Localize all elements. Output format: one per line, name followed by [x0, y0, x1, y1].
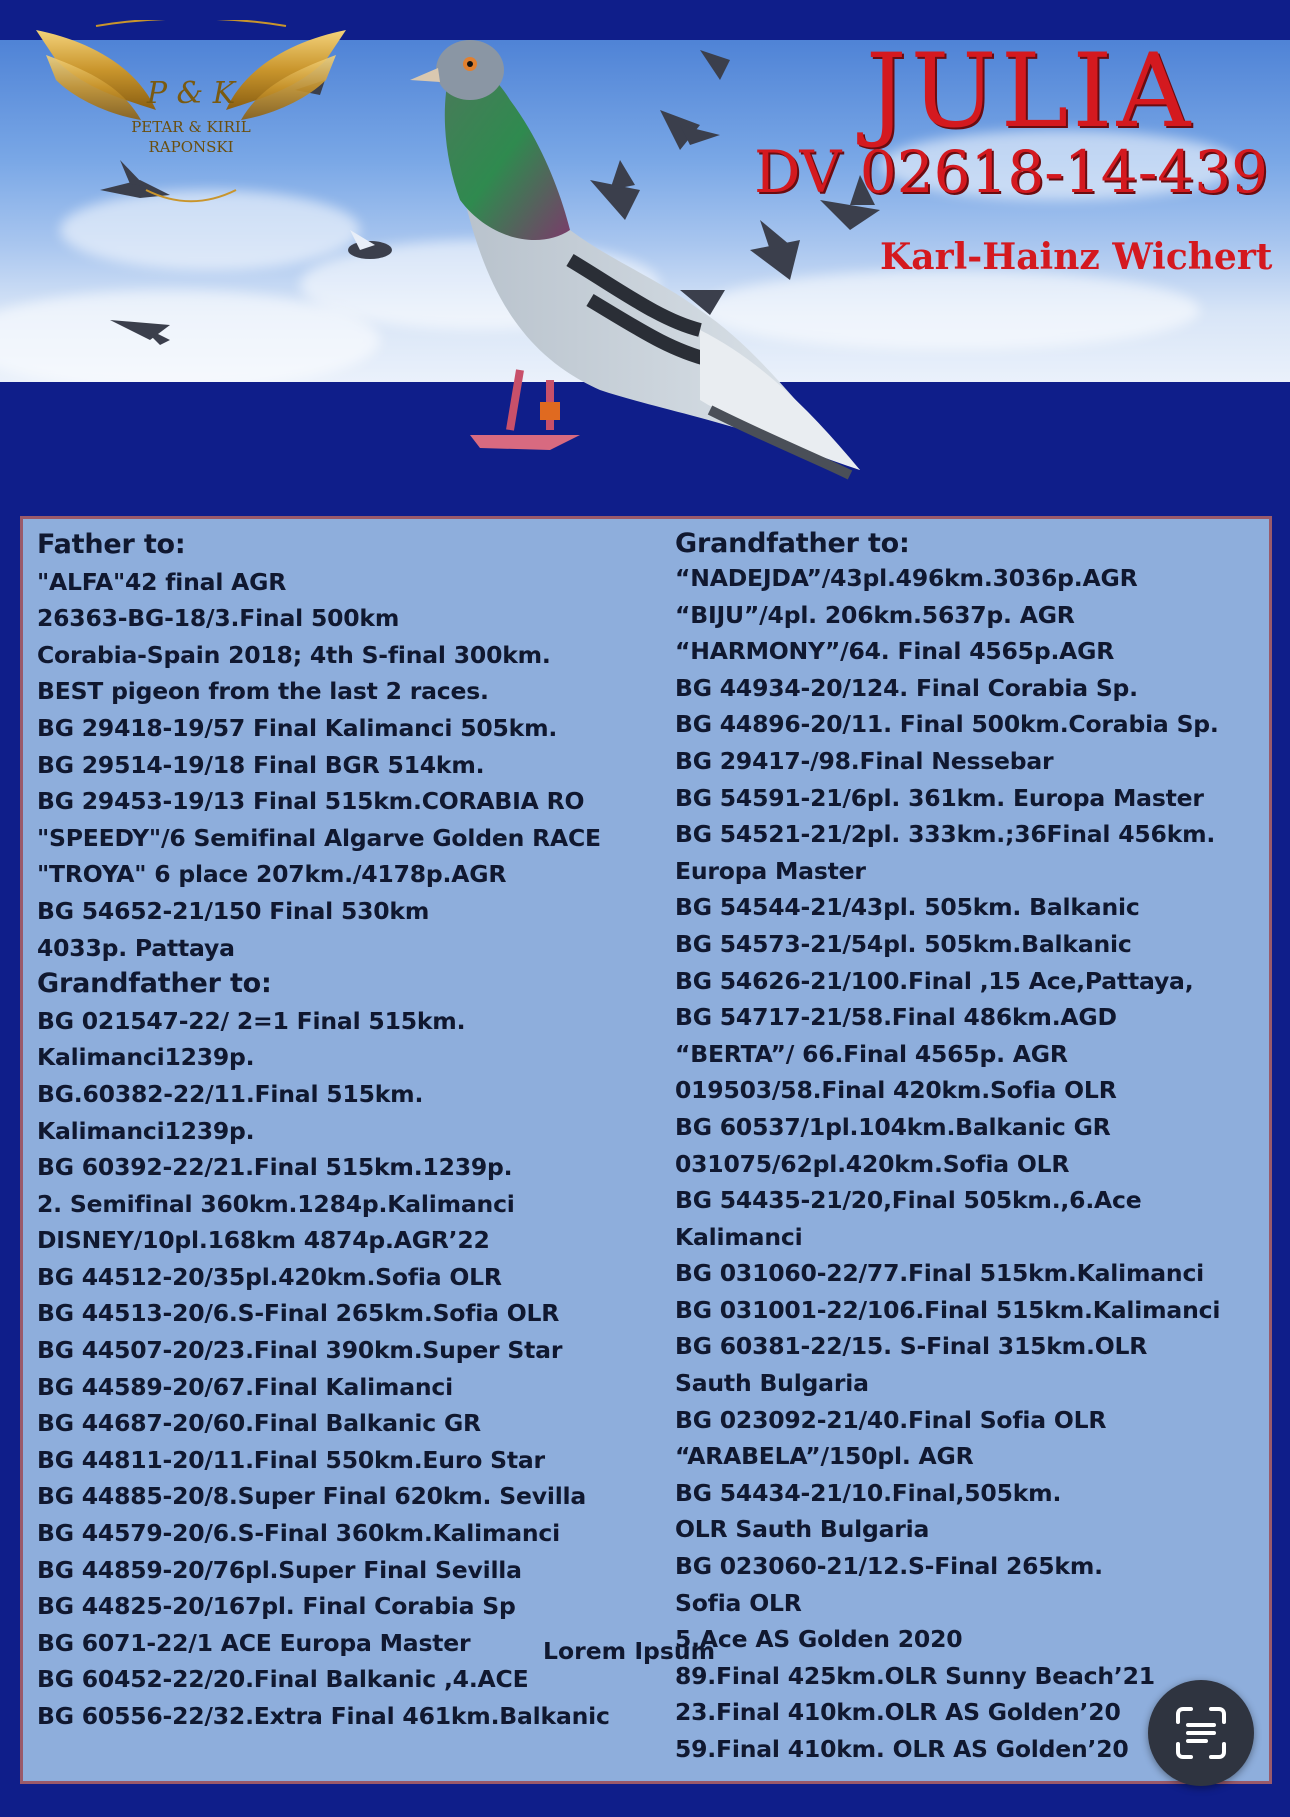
grandfather-list-right	[675, 560, 1275, 1768]
grandfather-heading-left: Grandfather to:	[37, 968, 272, 1000]
result-line: 59.Final 410km. OLR AS Golden’20	[675, 1735, 1129, 1763]
result-line: BG 44859-20/76pl.Super Final Sevilla	[37, 1555, 522, 1584]
result-line: BG 44885-20/8.Super Final 620km. Sevilla	[37, 1482, 587, 1511]
result-line: Kalimanci1239p.	[37, 1043, 255, 1072]
result-line: BG 44507-20/23.Final 390km.Super Star	[37, 1336, 563, 1365]
result-line: 019503/58.Final 420km.Sofia OLR	[675, 1076, 1117, 1105]
result-line: Kalimanci1239p.	[37, 1116, 255, 1145]
result-line: BG 29514-19/18 Final BGR 514km.	[37, 750, 485, 779]
result-line: 031075/62pl.420km.Sofia OLR	[675, 1149, 1070, 1178]
pigeon-name-title: JULIA	[865, 32, 1195, 151]
result-line: BG 44512-20/35pl.420km.Sofia OLR	[37, 1262, 502, 1291]
result-line: "SPEEDY"/6 Semifinal Algarve Golden RACE	[37, 823, 601, 852]
result-line: “ARABELA”/150pl. AGR	[675, 1442, 974, 1471]
result-line: BG 031001-22/106.Final 515km.Kalimanci	[675, 1295, 1221, 1324]
result-line: BG 54626-21/100.Final ,15 Ace,Pattaya,	[675, 966, 1194, 995]
pedigree-panel	[20, 516, 1272, 1784]
result-line: BG 60381-22/15. S-Final 315km.OLR	[675, 1332, 1148, 1361]
grandfather-heading-right: Grandfather to:	[675, 528, 910, 559]
left-column	[37, 527, 677, 1735]
result-line: BG 54717-21/58.Final 486km.AGD	[675, 1003, 1117, 1032]
result-line: BG 60537/1pl.104km.Balkanic GR	[675, 1112, 1111, 1141]
result-line: BG 54435-21/20,Final 505km.,6.Ace	[675, 1186, 1142, 1215]
logo-name-line1: PETAR & KIRIL	[131, 118, 251, 136]
result-line: Corabia-Spain 2018; 4th S-final 300km.	[37, 640, 551, 669]
result-line: BG 54573-21/54pl. 505km.Balkanic	[675, 929, 1132, 958]
result-line: BG 44589-20/67.Final Kalimanci	[37, 1372, 453, 1401]
text-scan-icon	[1148, 1680, 1254, 1786]
logo-initials: P & K	[146, 76, 236, 111]
result-line: 5.Ace AS Golden 2020	[675, 1625, 963, 1654]
result-line: “NADEJDA”/43pl.496km.3036p.AGR	[675, 564, 1138, 592]
result-line: Kalimanci	[675, 1222, 803, 1251]
result-line: BG.60382-22/11.Final 515km.	[37, 1079, 424, 1108]
result-line: “HARMONY”/64. Final 4565p.AGR	[675, 637, 1115, 666]
result-line: Europa Master	[675, 856, 866, 885]
grandfather-list-left	[37, 1003, 677, 1735]
result-line: BG 44513-20/6.S-Final 265km.Sofia OLR	[37, 1299, 560, 1328]
result-line: Sauth Bulgaria	[675, 1369, 869, 1398]
text-scan-button[interactable]	[1148, 1680, 1254, 1786]
result-line: BG 29453-19/13 Final 515km.CORABIA RO	[37, 787, 585, 816]
result-line: “BERTA”/ 66.Final 4565p. AGR	[675, 1039, 1068, 1068]
result-line: BG 44579-20/6.S-Final 360km.Kalimanci	[37, 1519, 561, 1548]
father-heading: Father to:	[37, 529, 186, 560]
right-column	[675, 527, 1275, 1768]
father-list	[37, 564, 677, 967]
result-line: 89.Final 425km.OLR Sunny Beach’21	[675, 1661, 1155, 1690]
result-line: BG 031060-22/77.Final 515km.Kalimanci	[675, 1259, 1205, 1288]
result-line: 4033p. Pattaya	[37, 933, 235, 962]
result-line: BG 60556-22/32.Extra Final 461km.Balkanic	[37, 1702, 610, 1730]
result-line: Sofia OLR	[675, 1588, 802, 1617]
overlay-text: Lorem Ipsum	[543, 1637, 716, 1665]
result-line: BG 6071-22/1 ACE Europa Master	[37, 1628, 471, 1657]
result-line: BG 44687-20/60.Final Balkanic GR	[37, 1409, 481, 1438]
breeder-logo	[26, 20, 356, 220]
result-line: 23.Final 410km.OLR AS Golden’20	[675, 1698, 1121, 1727]
flying-pigeon-icon	[348, 230, 392, 259]
result-line: BEST pigeon from the last 2 races.	[37, 677, 489, 706]
result-line: "TROYA" 6 place 207km./4178p.AGR	[37, 860, 507, 889]
logo-name-line2: RAPONSKI	[148, 138, 234, 156]
ring-number: DV 02618-14-439	[754, 138, 1269, 206]
result-line: "ALFA"42 final AGR	[37, 567, 287, 596]
result-line: 2. Semifinal 360km.1284p.Kalimanci	[37, 1189, 515, 1218]
result-line: BG 29418-19/57 Final Kalimanci 505km.	[37, 713, 558, 742]
result-line: BG 44825-20/167pl. Final Corabia Sp	[37, 1592, 516, 1621]
result-line: 26363-BG-18/3.Final 500km	[37, 604, 400, 633]
result-line: BG 023092-21/40.Final Sofia OLR	[675, 1405, 1107, 1434]
pigeon-icon	[400, 30, 880, 510]
result-line: DISNEY/10pl.168km 4874p.AGR’22	[37, 1226, 490, 1255]
result-line: BG 54652-21/150 Final 530km	[37, 896, 430, 925]
result-line: BG 44896-20/11. Final 500km.Corabia Sp.	[675, 710, 1219, 739]
result-line: BG 60452-22/20.Final Balkanic ,4.ACE	[37, 1665, 529, 1694]
result-line: BG 44934-20/124. Final Corabia Sp.	[675, 673, 1138, 702]
result-line: BG 021547-22/ 2=1 Final 515km.	[37, 1006, 466, 1035]
result-line: BG 023060-21/12.S-Final 265km.	[675, 1552, 1103, 1581]
result-line: BG 54521-21/2pl. 333km.;36Final 456km.	[675, 820, 1216, 849]
result-line: BG 29417-/98.Final Nessebar	[675, 746, 1054, 775]
result-line: “BIJU”/4pl. 206km.5637p. AGR	[675, 600, 1075, 629]
result-line: BG 54591-21/6pl. 361km. Europa Master	[675, 783, 1204, 812]
result-line: BG 54544-21/43pl. 505km. Balkanic	[675, 893, 1140, 922]
result-line: OLR Sauth Bulgaria	[675, 1515, 930, 1544]
flying-pigeon-icon	[110, 320, 170, 345]
result-line: BG 44811-20/11.Final 550km.Euro Star	[37, 1445, 545, 1474]
result-line: BG 54434-21/10.Final,505km.	[675, 1478, 1062, 1507]
result-line: BG 60392-22/21.Final 515km.1239p.	[37, 1153, 513, 1182]
breeder-name: Karl-Hainz Wichert	[880, 236, 1273, 278]
